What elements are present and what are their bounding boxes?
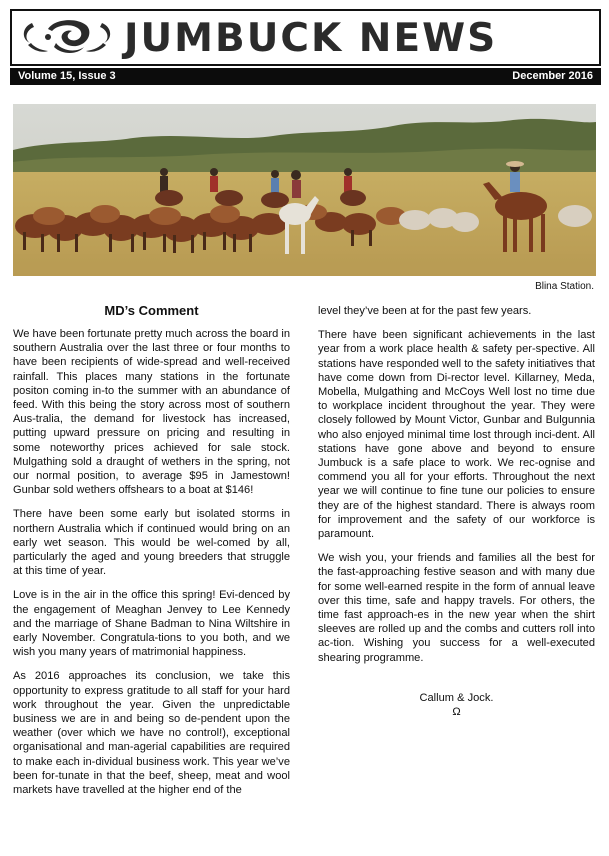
signoff-names: Callum & Jock. <box>419 691 494 704</box>
article-column-right <box>318 304 595 719</box>
article-paragraph: As 2016 approaches its conclusion, we take this opportunity to express gratitude to all staff for your hard work throughout the year. Given the unpredictable business we are in and being so de-pendent upon the weather (over which we have no control!), exceptional organisational and man-agerial capabilities are required to make each in-dividual business work. This year we’ve been for-tunate in that the beef, sheep, meat and wool markets have travelled at the higher end of the <box>13 670 290 797</box>
signoff-symbol: Ω <box>452 705 461 718</box>
issue-volume: Volume 15, Issue 3 <box>18 70 116 82</box>
article-paragraph: We have been fortunate pretty much across the board in southern Australia over the last three or four months to have been recipients of wide-spread and well-received rainfall. This places many stations in the fortunate positon coming in-to the summer with an abundance of feed. With this being the story across most of southern Aus-tralia, the demand for livestock has increased, putting upward pressure on pricing and resulting in some noteworthy prices achieved for sale stock. Mulgathing sold a draught of wethers in the spring, not our normal position, to average $95 in Jamestown! Gunbar sold wethers offshears to a boat at $146! <box>13 328 290 497</box>
station-photo <box>13 104 596 276</box>
signoff <box>318 691 595 719</box>
article-heading: MD’s Comment <box>104 303 199 318</box>
masthead-title: JUMBUCK NEWS <box>124 16 498 61</box>
article-paragraph: There have been significant achievements in the last year from a work place health & safety per-spective. All stations have responded well to the safety initiatives that have come down from Di-rector level. Killarney, Meda, Mobella, Mulgathing and McCoys Well lost no time due to workplace incident throughout the year. They were closely followed by Mount Victor, Gunbar and Bulgunnia who also enjoyed minimal time lost through inci-dent. All stations have gone above and beyond to ensure Jumbuck is a safe place to work. We rec-ognise and commend you all for your efforts. Throughout the next year we will continue to fine tune our policies to ensure they are of the highest standard. There is always room for improvement and the safety of our workforce is paramount. <box>318 329 595 541</box>
article-paragraph: There have been some early but isolated storms in northern Australia which if continued would bring on an early wet season. This would be wel-comed by all, particularly the aged and young breeders that struggle at this time of year. <box>13 508 290 578</box>
photo-caption: Blina Station. <box>535 281 594 292</box>
article-paragraph: We wish you, your friends and families all the best for the fast-approaching festive season and with many due for some well-earned respite in the form of annual leave over this time, safe and happy travels. For others, the time fast approach-es in the new year when the shirt sleeves are rolled up and the combs and cutters roll into ac-tion. Wishing you success for a well-executed shearing programme. <box>318 552 595 664</box>
article-paragraph: level they’ve been at for the past few years. <box>318 305 532 317</box>
masthead <box>10 9 601 66</box>
jumbuck-logo-icon <box>18 15 116 61</box>
article-paragraph: Love is in the air in the office this spring! Evi-denced by the engagement of Meaghan Jenvey to Lee Kennedy and the marriage of Shane Badman to Nina Wiltshire in early November. Congratula-tions to you both, and we wish you many years of matrimonial happiness. <box>13 589 290 659</box>
article-column-left <box>13 301 290 807</box>
issue-date: December 2016 <box>512 70 593 82</box>
issue-bar <box>10 68 601 85</box>
